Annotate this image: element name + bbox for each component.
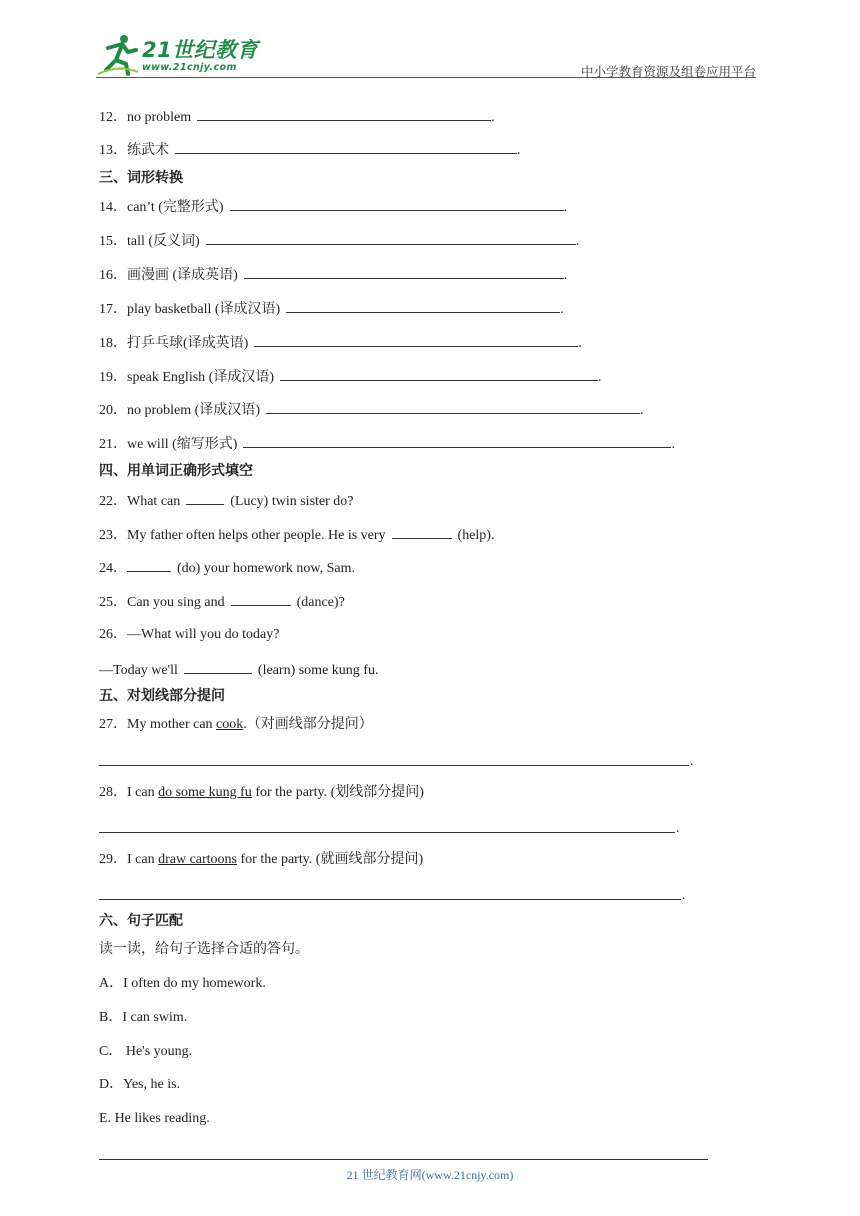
answer-blank[interactable] (243, 434, 671, 448)
question-number: 12． (99, 110, 127, 125)
question-text: My mother can (127, 717, 217, 732)
answer-blank[interactable] (230, 197, 564, 211)
option-a (99, 975, 266, 993)
question-number: 21． (99, 437, 127, 452)
option-label: A． (99, 976, 124, 991)
question-text: .（对画线部分提问） (243, 717, 373, 732)
answer-line[interactable] (99, 832, 675, 833)
question-text: tall (反义词) (127, 234, 200, 249)
option-label: E. (99, 1111, 112, 1126)
option-text: He likes reading. (111, 1111, 210, 1126)
section-title-3: 三、词形转换 (99, 170, 183, 186)
question-number: 13． (99, 143, 127, 158)
answer-blank[interactable] (244, 265, 564, 279)
question-number: 15． (99, 234, 127, 249)
question-25 (99, 592, 345, 612)
question-number: 26． (99, 627, 127, 642)
question-text: (learn) some kung fu. (257, 663, 379, 678)
question-20 (99, 400, 643, 420)
answer-blank[interactable] (186, 491, 224, 505)
question-23 (99, 525, 494, 545)
question-number: 24． (99, 561, 127, 576)
period: . (671, 437, 675, 452)
answer-blank[interactable] (254, 333, 578, 347)
question-text: 打乒乓球(译成英语) (127, 336, 249, 351)
period: . (676, 821, 680, 836)
question-text: we will (缩写形式) (127, 437, 238, 452)
option-d (99, 1076, 180, 1094)
answer-blank[interactable] (280, 367, 598, 381)
question-text: (help). (457, 528, 495, 543)
question-text: 练武术 (127, 143, 169, 158)
question-29 (99, 851, 423, 869)
question-number: 28． (99, 785, 127, 800)
question-number: 14． (99, 200, 127, 215)
logo (96, 34, 266, 78)
underlined-phrase: cook (216, 717, 244, 732)
question-28 (99, 784, 424, 802)
question-17 (99, 299, 564, 319)
option-text: He's young. (122, 1044, 193, 1059)
question-number: 19． (99, 370, 127, 385)
question-13 (99, 140, 521, 160)
option-label: C． (99, 1044, 123, 1059)
period: . (563, 268, 568, 283)
question-text: play basketball (译成汉语) (127, 302, 281, 317)
option-c (99, 1043, 192, 1061)
question-text: (dance)? (296, 595, 345, 610)
period: . (690, 754, 694, 769)
header-platform-text: 中小学教育资源及组卷应用平台 (580, 64, 756, 79)
question-text: Can you sing and (127, 595, 225, 610)
question-26-answer (99, 660, 378, 680)
period: . (578, 336, 582, 351)
question-number: 16． (99, 268, 127, 283)
option-text: Yes, he is. (123, 1077, 181, 1092)
question-21 (99, 434, 675, 454)
page-header (96, 28, 756, 78)
answer-line[interactable] (99, 899, 681, 900)
underlined-phrase: do some kung fu (158, 785, 252, 800)
question-22 (99, 491, 354, 511)
answer-blank[interactable] (266, 400, 640, 414)
question-15 (99, 231, 579, 251)
footer-text: 21 世纪教育网(www.21cnjy.com) (346, 1168, 514, 1182)
question-18 (99, 333, 582, 353)
logo-text: 21世纪教育 (142, 38, 259, 62)
period: . (491, 110, 495, 125)
option-label: B． (99, 1010, 123, 1025)
answer-blank[interactable] (184, 660, 252, 674)
question-text: no problem (127, 110, 192, 125)
section-title-5: 五、对划线部分提问 (99, 688, 225, 704)
question-number: 25． (99, 595, 127, 610)
question-number: 20． (99, 403, 127, 418)
section-title-6: 六、句子匹配 (99, 913, 183, 929)
answer-blank[interactable] (392, 525, 452, 539)
header-divider (96, 77, 756, 78)
footer-divider (99, 1159, 708, 1160)
period: . (639, 403, 644, 418)
option-text: I can swim. (122, 1010, 188, 1025)
logo-url: www.21cnjy.com (142, 62, 237, 73)
option-b (99, 1009, 187, 1027)
question-text: no problem (译成汉语) (127, 403, 260, 418)
question-number: 23． (99, 528, 127, 543)
question-26 (99, 626, 279, 644)
question-27 (99, 716, 373, 734)
question-text: speak English (译成汉语) (127, 370, 274, 385)
answer-blank[interactable] (206, 231, 576, 245)
answer-blank[interactable] (127, 558, 171, 572)
answer-blank[interactable] (175, 140, 517, 154)
question-19 (99, 367, 601, 387)
question-text: I can (127, 785, 159, 800)
answer-line[interactable] (99, 765, 689, 766)
period: . (575, 234, 580, 249)
period: . (517, 143, 521, 158)
answer-blank[interactable] (231, 592, 291, 606)
answer-blank[interactable] (286, 299, 560, 313)
question-text: —Today we'll (99, 663, 178, 678)
option-e (99, 1110, 210, 1128)
period: . (597, 370, 602, 385)
question-text: can’t (完整形式) (127, 200, 224, 215)
question-number: 29． (99, 852, 127, 867)
question-16 (99, 265, 567, 285)
question-text: for the party. (划线部分提问) (251, 785, 424, 800)
underlined-phrase: draw cartoons (158, 852, 238, 867)
question-24 (99, 558, 355, 578)
period: . (563, 200, 568, 215)
period: . (682, 888, 686, 903)
question-text: I can (127, 852, 159, 867)
question-text: for the party. (就画线部分提问) (237, 852, 424, 867)
question-text: What can (127, 494, 181, 509)
question-text: (do) your homework now, Sam. (177, 561, 355, 576)
option-text: I often do my homework. (123, 976, 266, 991)
question-number: 17． (99, 302, 127, 317)
runner-logo-icon (98, 34, 138, 76)
question-text: —What will you do today? (127, 627, 280, 642)
question-number: 22． (99, 494, 127, 509)
question-text: 画漫画 (译成英语) (127, 268, 238, 283)
question-text: (Lucy) twin sister do? (230, 494, 354, 509)
answer-blank[interactable] (197, 107, 491, 121)
option-label: D． (99, 1077, 124, 1092)
question-number: 27． (99, 717, 127, 732)
period: . (560, 302, 564, 317)
section-title-4: 四、用单词正确形式填空 (99, 463, 253, 479)
question-number: 18． (99, 336, 127, 351)
section-instruction: 读一读，给句子选择合适的答句。 (99, 942, 309, 957)
question-text: My father often helps other people. He is very (127, 528, 386, 543)
question-12 (99, 107, 495, 127)
question-14 (99, 197, 567, 217)
